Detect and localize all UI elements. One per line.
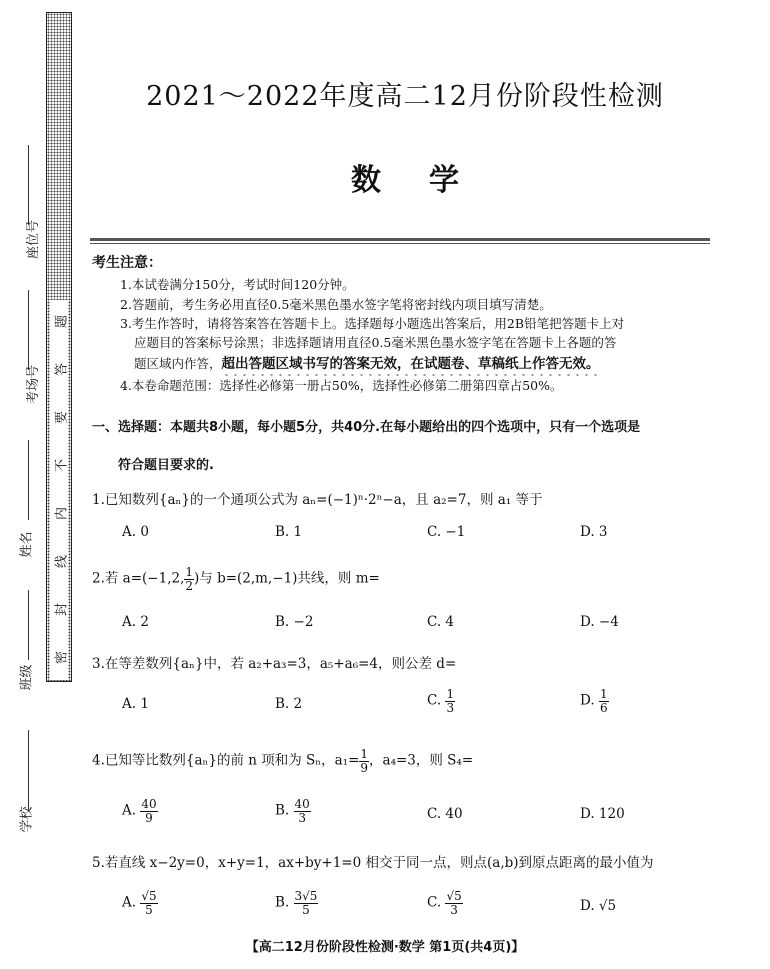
divider-thin	[90, 243, 710, 244]
q2-text-post: )与 b=(2,m,−1)共线，则 m=	[194, 570, 380, 587]
q5-option-b	[275, 890, 318, 916]
q1-option-c: C. −1	[427, 524, 466, 540]
divider-thick	[90, 238, 710, 241]
seal-char: 题	[54, 315, 70, 329]
notice-item	[134, 352, 600, 372]
q3-option-c	[427, 688, 455, 714]
notice-item: 应题目的答案标号涂黑；非选择题请用直径0.5毫米黑色墨水签字笔在答题卡上各题的答	[134, 335, 617, 350]
q4-option-b	[275, 798, 311, 824]
q3-d-fraction	[599, 688, 609, 714]
seal-char: 不	[54, 459, 70, 473]
option-label: A.	[122, 894, 137, 911]
notice-title: 考生注意：	[92, 255, 162, 271]
question-2	[92, 566, 380, 592]
option-label: B.	[275, 802, 290, 819]
exam-title: 2021～2022年度高二12月份阶段性检测	[146, 81, 664, 112]
class-label: 班级	[19, 664, 35, 691]
frac-den: 5	[302, 902, 310, 917]
room-label: 考场号	[26, 364, 42, 405]
q4-option-c: C. 40	[427, 806, 463, 822]
section-heading-cont: 符合题目要求的.	[118, 458, 214, 473]
frac-num: 1	[360, 747, 369, 761]
notice-text: 题区域内作答，	[134, 356, 222, 371]
seal-char: 要	[54, 411, 70, 425]
frac-den: 5	[145, 902, 153, 917]
seal-char: 内	[54, 507, 70, 521]
school-line	[28, 730, 29, 810]
notice-item: 2.答题前，考生务必用直径0.5毫米黑色墨水签字笔将密封线内项目填写清楚。	[120, 297, 552, 312]
q2-option-a: A. 2	[122, 614, 149, 630]
question-3: 3.在等差数列{aₙ}中，若 a₂+a₃=3，a₅+a₆=4，则公差 d=	[92, 656, 457, 672]
q2-text-pre: 2.若 a=(−1,2,	[92, 570, 185, 587]
q5-a-fraction	[140, 890, 157, 916]
binding-strip-clear	[50, 300, 68, 680]
frac-num: 3√5	[294, 889, 318, 903]
q5-c-fraction	[445, 890, 462, 916]
seal-char: 线	[54, 555, 70, 569]
notice-item: 3.考生作答时，请将答案答在答题卡上。选择题每小题选出答案后，用2B铅笔把答题卡上对	[120, 316, 625, 331]
q2-option-d: D. −4	[580, 614, 619, 630]
question-5: 5.若直线 x−2y=0，x+y=1，ax+by+1=0 相交于同一点，则点(a,b)到原点距离的最小值为	[92, 855, 654, 871]
q4-option-d: D. 120	[580, 806, 625, 822]
name-label: 姓名	[19, 531, 35, 558]
q5-option-a	[122, 890, 158, 916]
frac-num: 40	[141, 797, 157, 811]
q2-fraction	[184, 566, 194, 592]
option-label: A.	[122, 802, 137, 819]
frac-num: √5	[141, 889, 157, 903]
q5-b-fraction	[294, 890, 319, 916]
room-line	[28, 290, 29, 370]
question-4	[92, 748, 473, 774]
q4-text-pre: 4.已知等比数列{aₙ}的前 n 项和为 Sₙ，a₁=	[92, 752, 360, 769]
q4-a-fraction	[140, 798, 157, 824]
q2-option-b: B. −2	[275, 614, 314, 630]
notice-emphasis: 超出答题区域书写的答案无效，在试题卷、草稿纸上作答无效。	[222, 356, 600, 377]
option-label: C.	[427, 894, 442, 911]
q1-option-a: A. 0	[122, 524, 149, 540]
q3-option-d	[580, 688, 609, 714]
frac-num: 1	[185, 565, 194, 579]
frac-den: 3	[298, 810, 306, 825]
option-label: D.	[580, 692, 595, 709]
option-label: C.	[427, 692, 442, 709]
q3-option-b: B. 2	[275, 696, 303, 712]
class-line	[28, 590, 29, 660]
q4-text-post: ，a₄=3，则 S₄=	[369, 752, 474, 769]
notice-item: 1.本试卷满分150分，考试时间120分钟。	[120, 277, 355, 292]
frac-num: 1	[446, 687, 455, 701]
frac-den: 2	[185, 578, 194, 593]
frac-den: 6	[599, 700, 608, 715]
option-label: B.	[275, 894, 290, 911]
q1-option-d: D. 3	[580, 524, 608, 540]
q4-fraction	[359, 748, 369, 774]
q5-option-d: D. √5	[580, 898, 617, 914]
frac-den: 9	[145, 810, 153, 825]
subject-title	[100, 155, 710, 199]
school-label: 学校	[19, 806, 35, 833]
frac-den: 9	[360, 760, 369, 775]
notice-item: 4.本卷命题范围：选择性必修第一册占50%，选择性必修第二册第四章占50%。	[120, 378, 563, 393]
frac-num: 40	[294, 797, 310, 811]
q1-option-b: B. 1	[275, 524, 303, 540]
q4-b-fraction	[294, 798, 311, 824]
seal-char: 答	[54, 363, 70, 377]
q2-option-c: C. 4	[427, 614, 455, 630]
q5-option-c	[427, 890, 463, 916]
seat-label: 座位号	[26, 219, 42, 260]
frac-num: 1	[599, 687, 608, 701]
q4-option-a	[122, 798, 158, 824]
section-heading: 一、选择题：本题共8小题，每小题5分，共40分.在每小题给出的四个选项中，只有一个选项是	[92, 420, 641, 435]
page-footer: 【高二12月份阶段性检测·数学 第1页(共4页)】	[245, 940, 525, 955]
subject-char: 学	[429, 163, 459, 198]
seat-line	[28, 145, 29, 225]
name-line	[28, 440, 29, 520]
frac-num: √5	[446, 889, 462, 903]
question-1: 1.已知数列{aₙ}的一个通项公式为 aₙ=(−1)ⁿ·2ⁿ−a，且 a₂=7，则 a₁ 等于	[92, 492, 543, 508]
seal-char: 封	[54, 603, 70, 617]
frac-den: 3	[446, 700, 455, 715]
q3-option-a: A. 1	[122, 696, 149, 712]
seal-char: 密	[54, 651, 70, 665]
frac-den: 3	[450, 902, 458, 917]
subject-char: 数	[351, 163, 381, 198]
q3-c-fraction	[445, 688, 455, 714]
